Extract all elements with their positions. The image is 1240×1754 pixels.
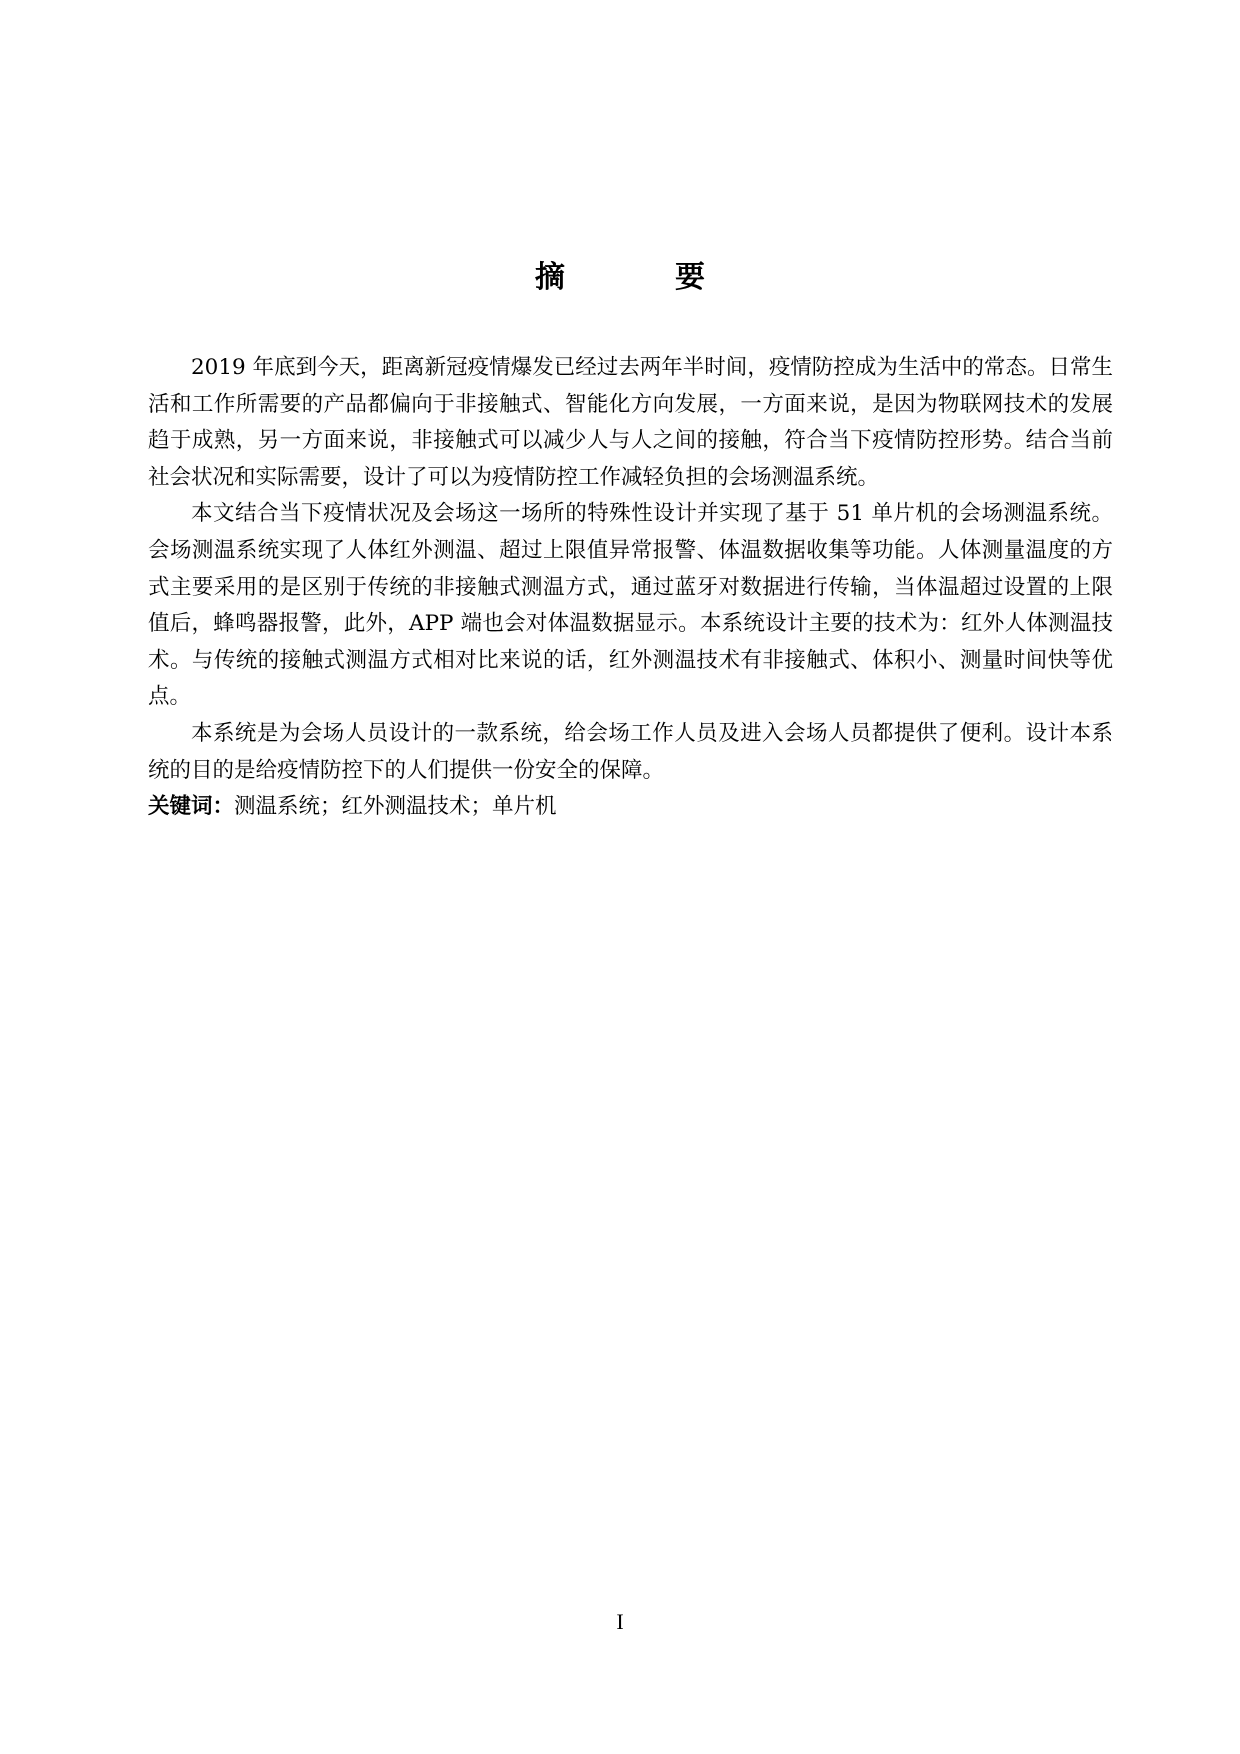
abstract-paragraph-3: 本系统是为会场人员设计的一款系统，给会场工作人员及进入会场人员都提供了便利。设计本系统的目的是给疫情防控下的人们提供一份安全的保障。 xyxy=(148,720,1113,783)
abstract-paragraph-1: 2019 年底到今天，距离新冠疫情爆发已经过去两年半时间，疫情防控成为生活中的常态。日常生活和工作所需要的产品都偏向于非接触式、智能化方向发展，一方面来说，是因为物联网技术的发展趋于成熟，另一方面来说，非接触式可以减少人与人之间的接触，符合当下疫情防控形势。结合当前社会状况和实际需要，设计了可以为疫情防控工作减轻负担的会场测温系统。 xyxy=(148,355,1113,490)
keywords-label: 关键词： xyxy=(148,794,235,820)
keywords-text: 测温系统；红外测温技术；单片机 xyxy=(234,794,557,820)
keywords-line xyxy=(148,789,1113,826)
abstract-title: 摘 要 xyxy=(535,260,745,295)
abstract-paragraph-2: 本文结合当下疫情状况及会场这一场所的特殊性设计并实现了基于 51 单片机的会场测温系统。会场测温系统实现了人体红外测温、超过上限值异常报警、体温数据收集等功能。人体测量温度的方式主要采用的是区别于传统的非接触式测温方式，通过蓝牙对数据进行传输，当体温超过设置的上限值后，蜂鸣器报警，此外，APP 端也会对体温数据显示。本系统设计主要的技术为：红外人体测温技术。与传统的接触式测温方式相对比来说的话，红外测温技术有非接触式、体积小、测量时间快等优点。 xyxy=(148,501,1113,710)
page-number: I xyxy=(616,1609,624,1634)
abstract-body xyxy=(148,350,1113,826)
